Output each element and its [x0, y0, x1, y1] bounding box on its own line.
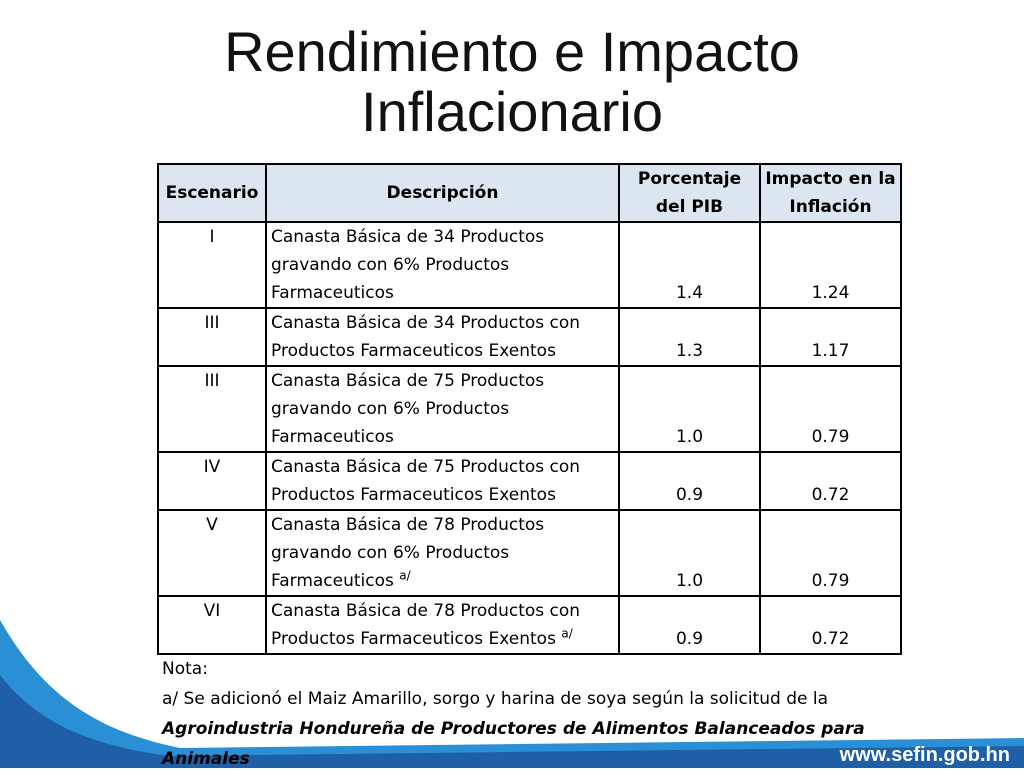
table-row	[158, 510, 901, 596]
description-cell	[266, 596, 619, 654]
title-line-2: Inflacionario	[361, 80, 663, 143]
table-row	[158, 452, 901, 510]
scenario-cell: V	[158, 510, 266, 596]
description-cell	[266, 452, 619, 510]
description-text: Canasta Básica de 78 Productos gravando con 6% Productos Farmaceuticos	[271, 515, 545, 591]
inflation-cell: 0.72	[760, 452, 901, 510]
footer-url: www.sefin.gob.hn	[839, 744, 1010, 766]
inflation-cell: 1.17	[760, 308, 901, 366]
table-header-row	[158, 164, 901, 222]
pib-cell: 1.0	[619, 366, 760, 452]
notes-heading: Nota:	[162, 659, 208, 679]
scenario-cell: III	[158, 366, 266, 452]
table-row	[158, 308, 901, 366]
scenario-cell: VI	[158, 596, 266, 654]
table-row	[158, 222, 901, 308]
inflation-cell: 0.79	[760, 366, 901, 452]
scenario-cell: I	[158, 222, 266, 308]
pib-cell: 1.3	[619, 308, 760, 366]
inflation-cell: 1.24	[760, 222, 901, 308]
inflation-impact-table	[157, 163, 902, 655]
pib-cell: 0.9	[619, 596, 760, 654]
notes-line-1: a/ Se adicionó el Maiz Amarillo, sorgo y harina de soya según la solicitud de la	[162, 689, 828, 709]
table-row	[158, 596, 901, 654]
page-title	[0, 22, 1024, 142]
description-cell	[266, 510, 619, 596]
footnote-marker: a/	[561, 626, 573, 641]
pib-cell: 1.4	[619, 222, 760, 308]
description-text: Canasta Básica de 34 Productos gravando con 6% Productos Farmaceuticos	[271, 227, 545, 303]
header-pib: Porcentaje del PIB	[619, 164, 760, 222]
header-inflation: Impacto en la Inflación	[760, 164, 901, 222]
pib-cell: 0.9	[619, 452, 760, 510]
inflation-cell: 0.79	[760, 510, 901, 596]
scenario-cell: III	[158, 308, 266, 366]
description-cell	[266, 308, 619, 366]
notes-line-2: Agroindustria Hondureña de Productores de Alimentos Balanceados para Animales	[162, 719, 865, 769]
header-scenario: Escenario	[158, 164, 266, 222]
description-text: Canasta Básica de 75 Productos gravando con 6% Productos Farmaceuticos	[271, 371, 545, 447]
footnote-marker: a/	[399, 568, 411, 583]
description-cell	[266, 222, 619, 308]
description-text: Canasta Básica de 34 Productos con Productos Farmaceuticos Exentos	[271, 313, 581, 361]
description-text: Canasta Básica de 75 Productos con Productos Farmaceuticos Exentos	[271, 457, 581, 505]
inflation-cell: 0.72	[760, 596, 901, 654]
description-text: Canasta Básica de 78 Productos con Productos Farmaceuticos Exentos	[271, 601, 581, 649]
title-line-1: Rendimiento e Impacto	[224, 20, 800, 83]
description-cell	[266, 366, 619, 452]
table-notes	[162, 654, 882, 774]
pib-cell: 1.0	[619, 510, 760, 596]
header-description: Descripción	[266, 164, 619, 222]
scenario-cell: IV	[158, 452, 266, 510]
table-row	[158, 366, 901, 452]
